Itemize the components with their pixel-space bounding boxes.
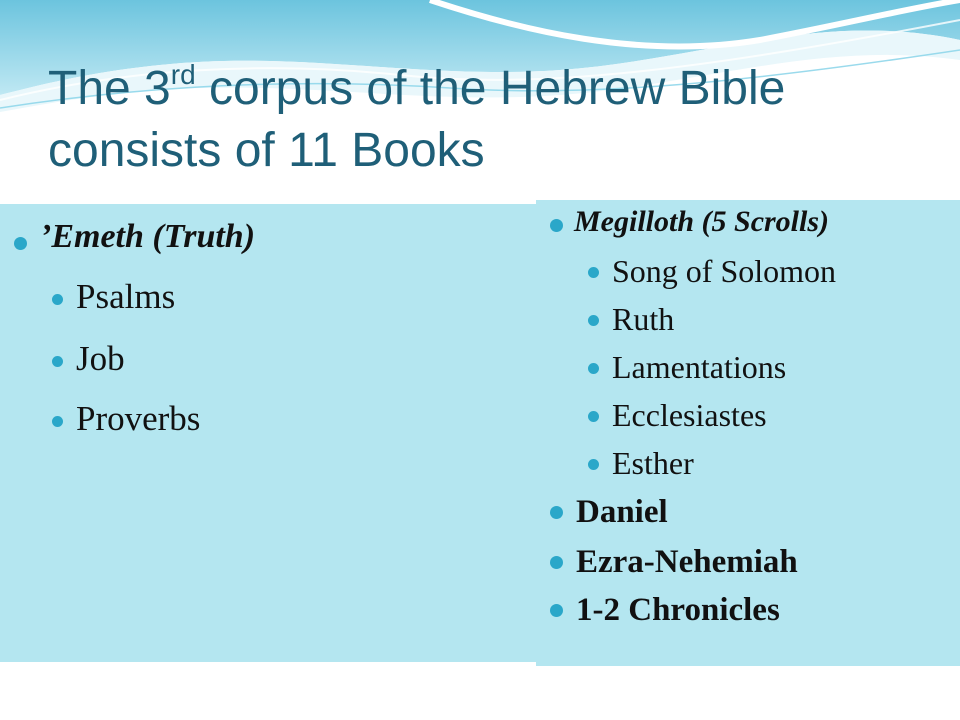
- megilloth-heading: Megilloth (5 Scrolls): [574, 205, 830, 238]
- list-item-text: Psalms: [76, 277, 176, 316]
- bullet-icon: [52, 294, 63, 305]
- bullet-icon: [52, 356, 63, 367]
- bullet-icon: [588, 363, 599, 374]
- list-item-text: Esther: [612, 445, 694, 481]
- bullet-icon: [14, 237, 27, 250]
- slide-title: [48, 58, 938, 182]
- bullet-icon: [550, 219, 563, 232]
- bullet-icon: [52, 416, 63, 427]
- bullet-icon: [550, 604, 563, 617]
- list-item-text: Song of Solomon: [612, 253, 837, 289]
- title-text-after: corpus of the Hebrew Bible consists of 11 Books: [48, 62, 786, 177]
- list-item-text: Ruth: [612, 301, 675, 337]
- list-item-text: Proverbs: [76, 399, 201, 438]
- emeth-heading: ’Emeth (Truth): [40, 218, 256, 255]
- bullet-icon: [550, 556, 563, 569]
- list-item-text: Lamentations: [612, 349, 787, 385]
- list-item-text: Ecclesiastes: [612, 397, 767, 433]
- list-item-text: Job: [76, 339, 125, 378]
- list-item-text: Ezra-Nehemiah: [576, 544, 798, 580]
- bullet-icon: [588, 267, 599, 278]
- bullet-icon: [588, 315, 599, 326]
- bullet-icon: [588, 411, 599, 422]
- bullet-icon: [588, 459, 599, 470]
- right-content-panel: [536, 200, 960, 666]
- title-text-before: The 3: [48, 62, 171, 115]
- title-superscript: rd: [170, 59, 196, 90]
- bullet-icon: [550, 506, 563, 519]
- list-item-text: Daniel: [576, 494, 668, 530]
- list-item-text: 1-2 Chronicles: [576, 592, 780, 628]
- left-content-panel: [0, 204, 540, 662]
